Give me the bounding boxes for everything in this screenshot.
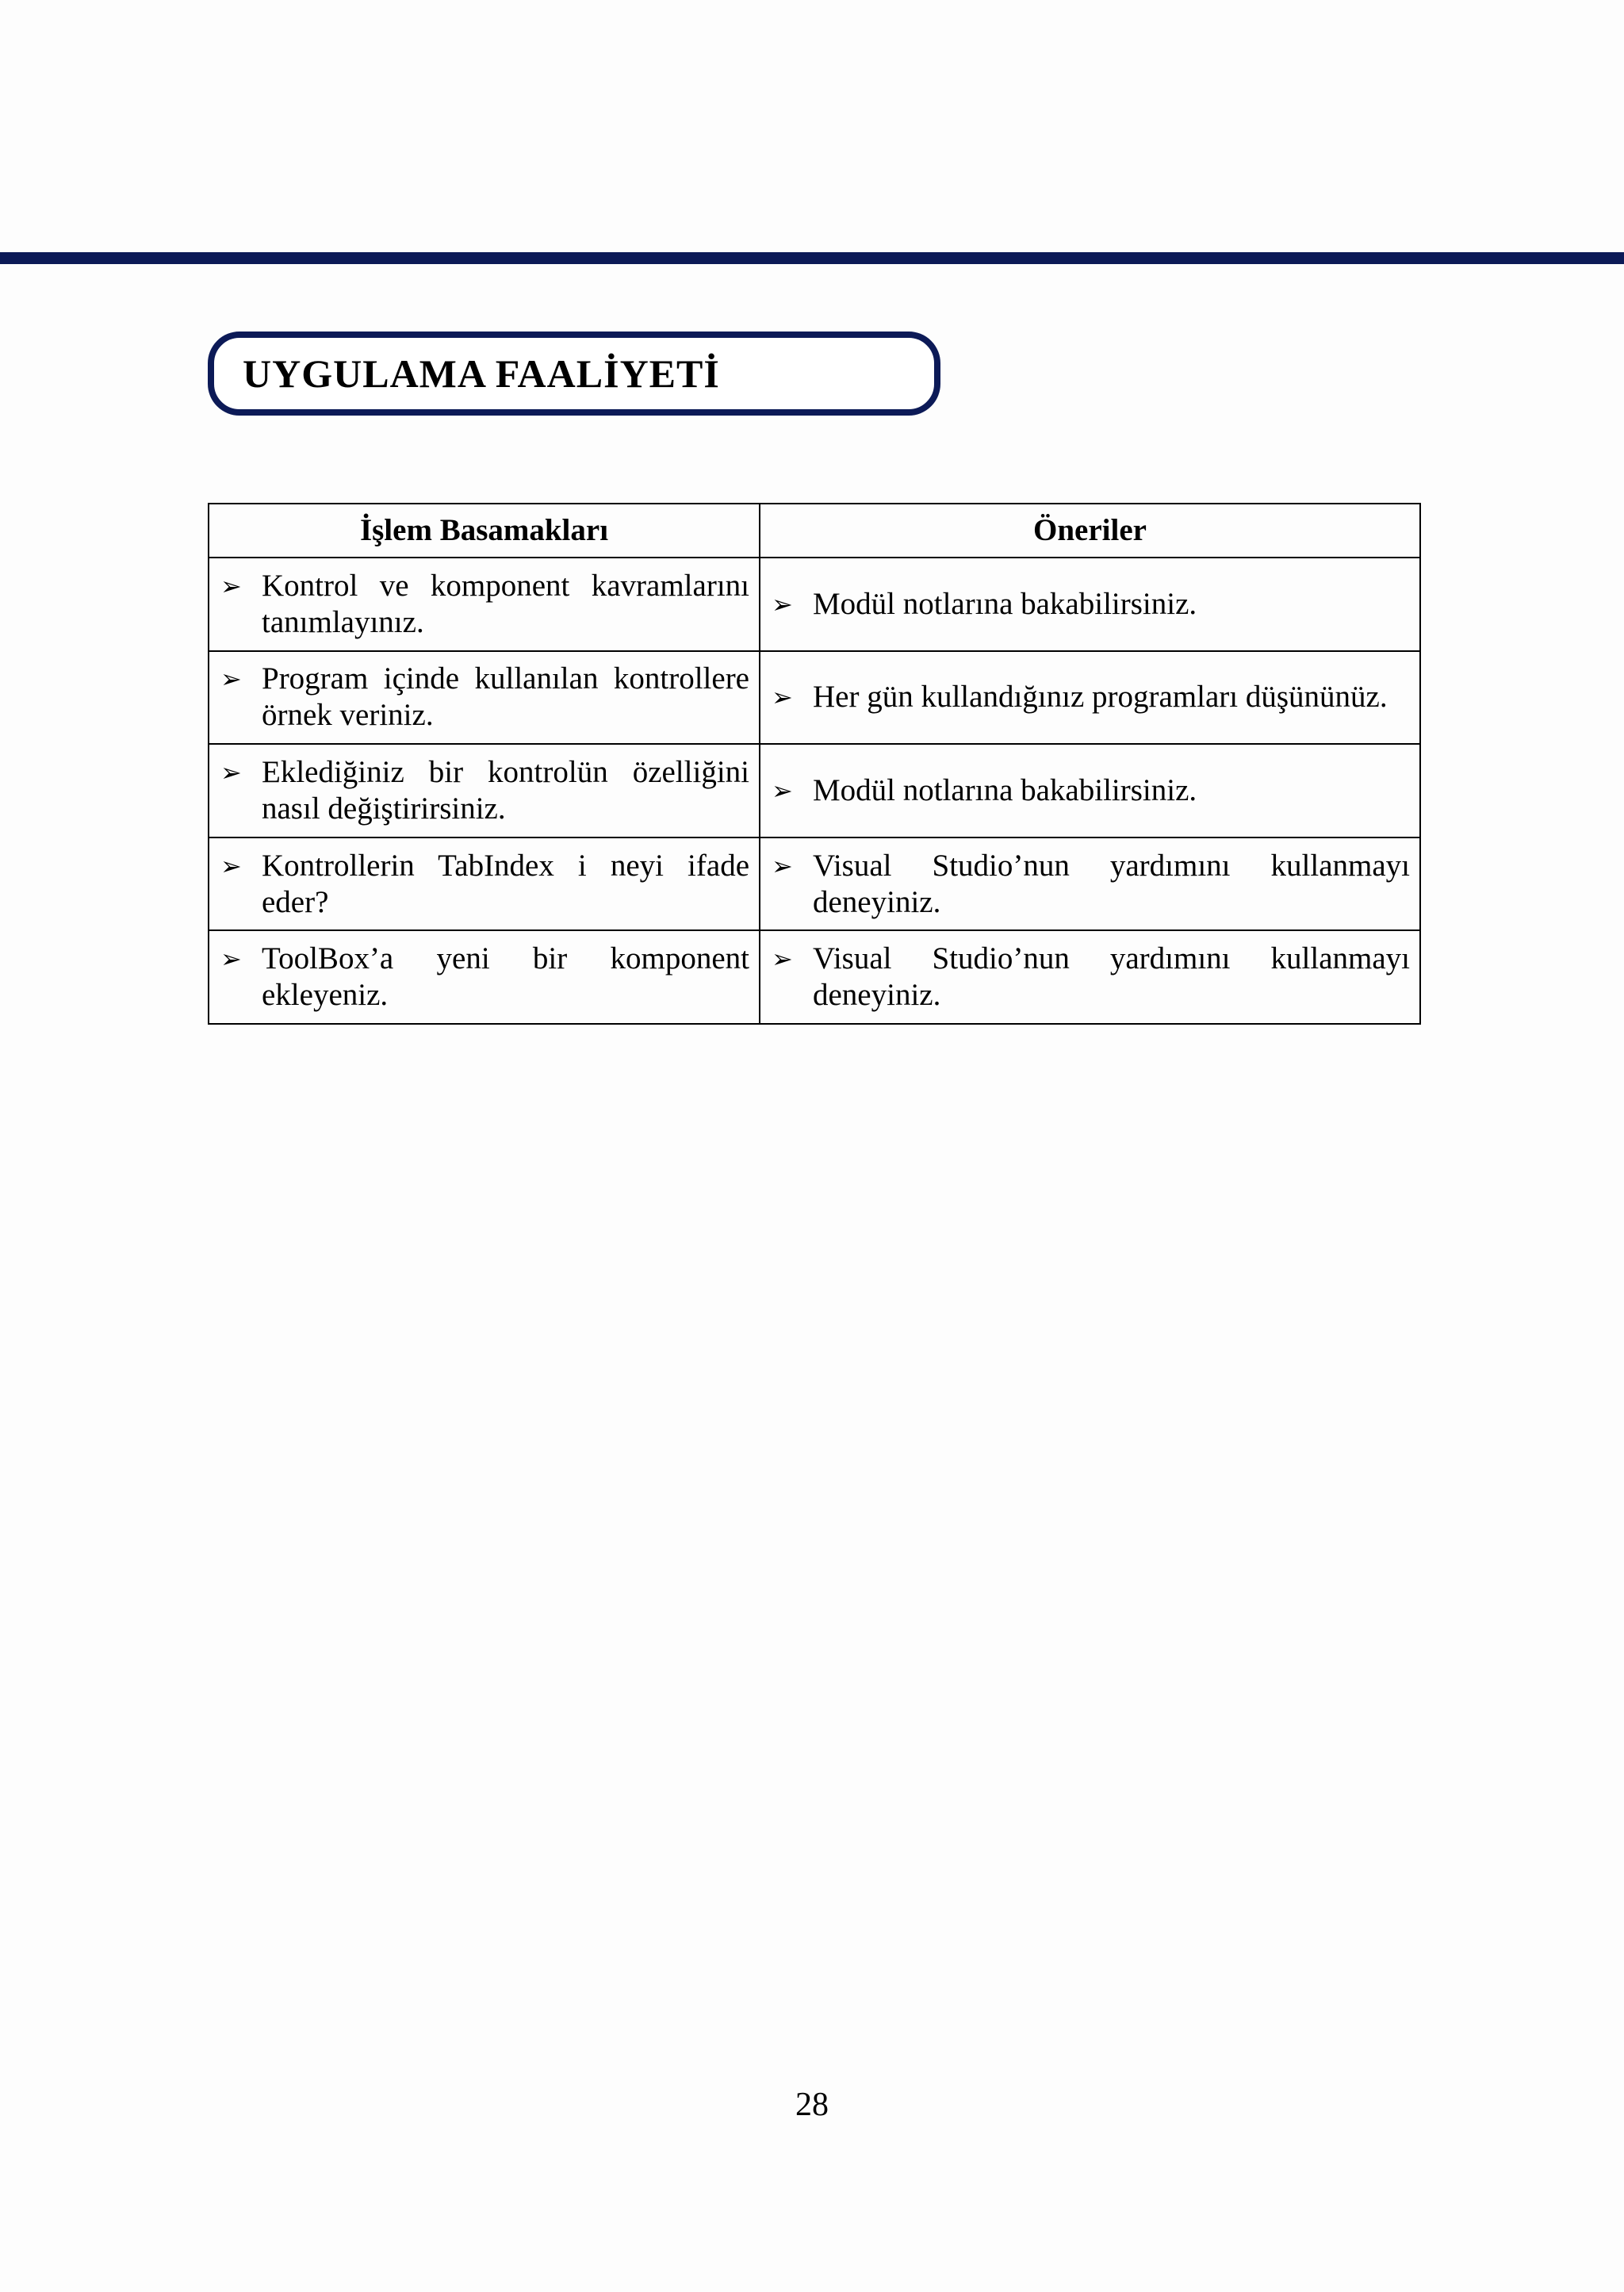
arrowhead-bullet-icon: ➢ bbox=[772, 850, 793, 881]
arrowhead-bullet-icon: ➢ bbox=[220, 850, 242, 881]
header-rule bbox=[0, 252, 1624, 264]
arrowhead-bullet-icon: ➢ bbox=[772, 682, 793, 713]
table-header-row bbox=[209, 504, 1420, 558]
step-cell: ➢ Kontrol ve komponent kavramlarını tanımlayınız. bbox=[209, 558, 760, 651]
arrowhead-bullet-icon: ➢ bbox=[220, 757, 242, 788]
arrowhead-bullet-icon: ➢ bbox=[220, 664, 242, 695]
suggestion-cell: ➢ Visual Studio’nun yardımını kullanmayı deneyiniz. bbox=[760, 837, 1420, 931]
suggestion-cell: ➢ Her gün kullandığınız programları düşününüz. bbox=[760, 651, 1420, 745]
table-row bbox=[209, 930, 1420, 1024]
table-row bbox=[209, 558, 1420, 651]
arrowhead-bullet-icon: ➢ bbox=[772, 775, 793, 806]
section-title-box bbox=[208, 332, 940, 416]
arrowhead-bullet-icon: ➢ bbox=[772, 588, 793, 619]
step-cell: ➢ Eklediğiniz bir kontrolün özelliğini nasıl değiştirirsiniz. bbox=[209, 744, 760, 837]
arrowhead-bullet-icon: ➢ bbox=[772, 944, 793, 975]
suggestion-cell: ➢ Modül notlarına bakabilirsiniz. bbox=[760, 558, 1420, 651]
section-title: UYGULAMA FAALİYETİ bbox=[243, 351, 720, 396]
suggestion-cell: ➢ Visual Studio’nun yardımını kullanmayı deneyiniz. bbox=[760, 930, 1420, 1024]
arrowhead-bullet-icon: ➢ bbox=[220, 944, 242, 975]
step-cell: ➢ Program içinde kullanılan kontrollere örnek veriniz. bbox=[209, 651, 760, 745]
table-row bbox=[209, 837, 1420, 931]
page-number: 28 bbox=[795, 2087, 829, 2123]
arrowhead-bullet-icon: ➢ bbox=[220, 570, 242, 601]
header-steps: İşlem Basamakları bbox=[209, 504, 760, 558]
step-cell: ➢ Kontrollerin TabIndex i neyi ifade eder? bbox=[209, 837, 760, 931]
table-row bbox=[209, 744, 1420, 837]
activity-table bbox=[208, 503, 1421, 1025]
header-suggestions: Öneriler bbox=[760, 504, 1420, 558]
table-row bbox=[209, 651, 1420, 745]
suggestion-cell: ➢ Modül notlarına bakabilirsiniz. bbox=[760, 744, 1420, 837]
step-cell: ➢ ToolBox’a yeni bir komponent ekleyeniz. bbox=[209, 930, 760, 1024]
